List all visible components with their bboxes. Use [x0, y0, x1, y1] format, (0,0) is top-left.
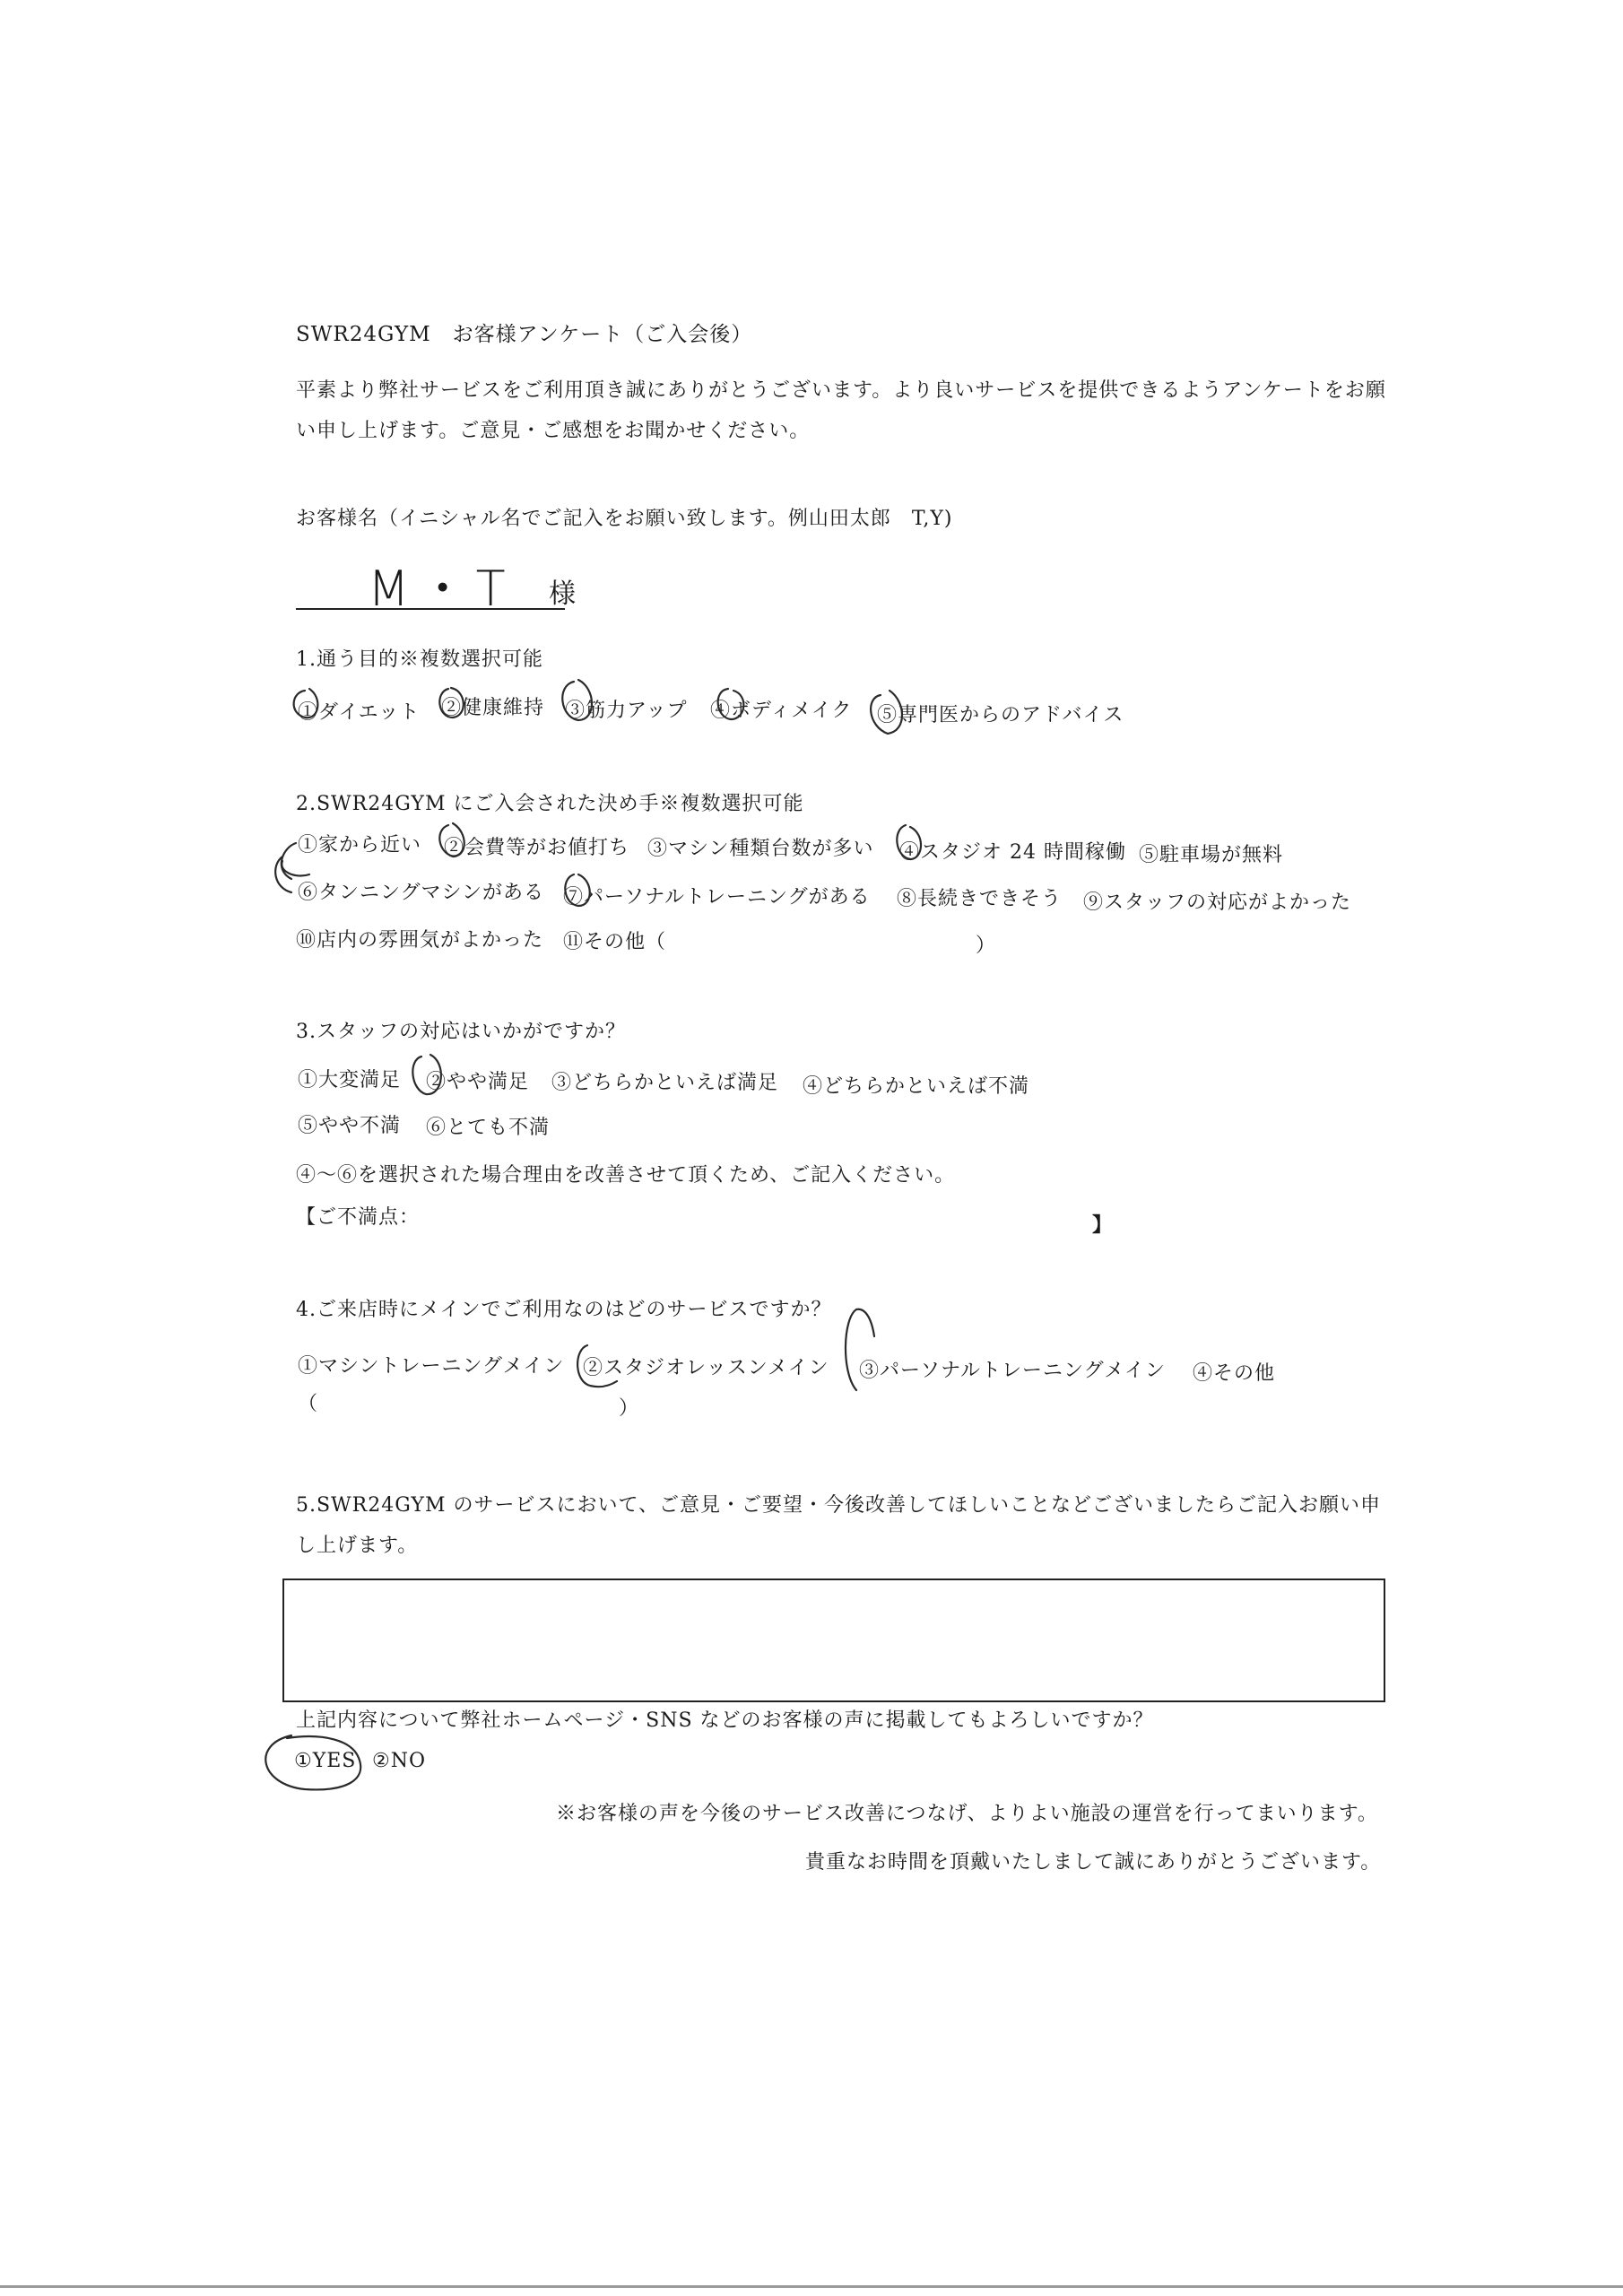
survey-title: SWR24GYM お客様アンケート（ご入会後）	[296, 323, 753, 346]
q3-note: ④～⑥を選択された場合理由を改善させて頂くため、ご記入ください。	[296, 1164, 956, 1187]
q3-complaint-open: 【ご不満点：	[296, 1206, 421, 1229]
intro-line-2: い申し上げます。ご意見・ご感想をお聞かせください。	[296, 420, 811, 442]
q1-option-3[interactable]: ③筋力アップ	[565, 700, 688, 722]
q3-option-3[interactable]: ③どちらかといえば満足	[551, 1072, 779, 1094]
q2-option-9[interactable]: ⑨スタッフの対応がよかった	[1083, 891, 1352, 914]
q4-other-close: ）	[619, 1397, 640, 1420]
q2-title: 2.SWR24GYM にご入会された決め手※複数選択可能	[296, 793, 804, 815]
q4-title: 4.ご来店時にメインでご利用なのはどのサービスですか？	[296, 1299, 832, 1321]
q3-option-2[interactable]: ②やや満足	[426, 1071, 530, 1093]
q5-title-line-2: し上げます。	[296, 1535, 419, 1557]
q2-option-5[interactable]: ⑤駐車場が無料	[1139, 844, 1284, 866]
q2-circle-6	[275, 857, 291, 892]
q2-option-1[interactable]: ①家から近い	[298, 834, 422, 857]
scan-edge-line	[0, 2285, 1623, 2288]
q3-option-1[interactable]: ①大変満足	[298, 1069, 402, 1091]
publish-no[interactable]: ②NO	[372, 1750, 427, 1772]
q1-option-4[interactable]: ④ボディメイク	[710, 700, 853, 722]
q3-option-5[interactable]: ⑤やや不満	[298, 1115, 402, 1137]
publish-question: 上記内容について弊社ホームページ・SNS などのお客様の声に掲載してもよろしいですか？	[296, 1709, 1154, 1732]
name-underline	[296, 608, 565, 610]
q1-option-1[interactable]: ①ダイエット	[298, 701, 421, 724]
q3-complaint-close: 】	[1092, 1213, 1114, 1237]
customer-name-value[interactable]: M・T	[368, 561, 515, 617]
q2-option-10[interactable]: ⑩店内の雰囲気がよかった	[296, 929, 544, 952]
q2-other-close: ）	[976, 935, 997, 957]
q2-option-4[interactable]: ④スタジオ 24 時間稼働	[899, 841, 1126, 864]
q4-option-2[interactable]: ②スタジオレッスンメイン	[583, 1357, 829, 1379]
q1-option-2[interactable]: ②健康維持	[441, 697, 545, 719]
customer-name-label: お客様名（イニシャル名でご記入をお願い致します。例山田太郎 T,Y)	[296, 508, 953, 530]
footer-thanks: 貴重なお時間を頂戴いたしまして誠にありがとうございます。	[805, 1851, 1382, 1874]
honorific: 様	[549, 578, 577, 610]
intro-line-1: 平素より弊社サービスをご利用頂き誠にありがとうございます。より良いサービスを提供できるようアンケートをお願	[296, 379, 1386, 402]
q4-option-4[interactable]: ④その他	[1193, 1362, 1276, 1385]
q3-title: 3.スタッフの対応はいかがですか？	[296, 1021, 626, 1043]
q2-option-7[interactable]: ⑦パーソナルトレーニングがある	[563, 886, 871, 909]
publish-yes[interactable]: ①YES	[294, 1750, 357, 1772]
q2-option-6[interactable]: ⑥タンニングマシンがある	[298, 882, 545, 904]
q1-option-5[interactable]: ⑤専門医からのアドバイス	[877, 704, 1124, 726]
footer-note: ※お客様の声を今後のサービス改善につなげ、よりよい施設の運営を行ってまいります。	[556, 1803, 1378, 1825]
q2-option-3[interactable]: ③マシン種類台数が多い	[647, 838, 874, 860]
comment-box[interactable]	[282, 1578, 1385, 1702]
q4-option-1[interactable]: ①マシントレーニングメイン	[298, 1355, 565, 1378]
q1-title: 1.通う目的※複数選択可能	[296, 648, 543, 671]
q4-option-3[interactable]: ③パーソナルトレーニングメイン	[859, 1360, 1166, 1382]
q2-option-8[interactable]: ⑧長続きできそう	[897, 888, 1063, 910]
q4-other-open: （	[298, 1393, 319, 1415]
q3-option-4[interactable]: ④どちらかといえば不満	[803, 1075, 1030, 1098]
q5-title-line-1: 5.SWR24GYM のサービスにおいて、ご意見・ご要望・今後改善してほしいことなどございましたらご記入お願い申	[296, 1494, 1382, 1517]
q3-option-6[interactable]: ⑥とても不満	[426, 1117, 551, 1139]
q2-option-2[interactable]: ②会費等がお値打ち	[444, 837, 630, 859]
q2-option-11[interactable]: ⑪その他（	[563, 931, 667, 953]
